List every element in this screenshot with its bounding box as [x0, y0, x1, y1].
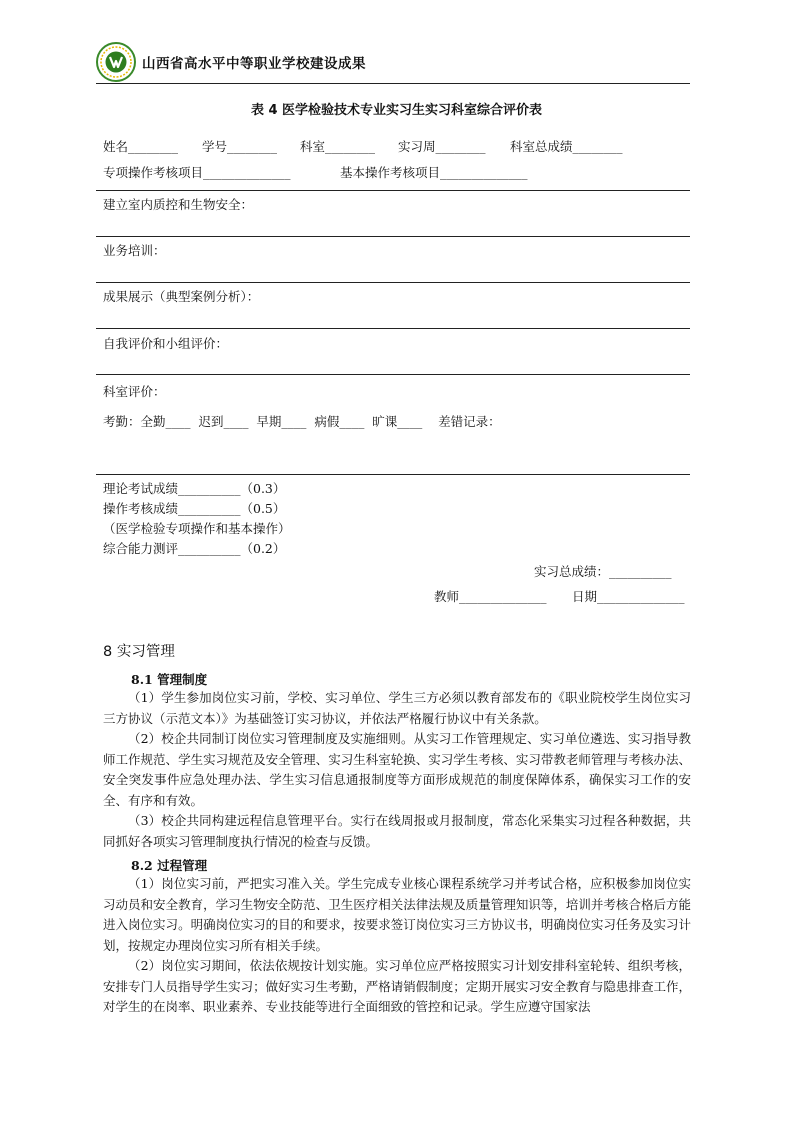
subsection-heading: 8.2 过程管理 [131, 858, 208, 873]
table-rule [96, 474, 690, 475]
field-week: 实习周________ [398, 139, 486, 154]
field-student-id: 学号________ [202, 139, 278, 154]
table-rule [96, 374, 690, 375]
section-heading: 8 实习管理 [103, 644, 175, 660]
table-rule [96, 328, 690, 329]
paragraph: （2）校企共同制订岗位实习管理制度及实施细则。从实习工作管理规定、实习单位遴选、实习指导教师工作规范、学生实习规范及安全管理、实习生科室轮换、实习学生考核、实习带教老师管理与考核办法、安全突发事件应急处理办法、学生实习信息通报制度等方面形成规范的制度保障体系，确保实习工作的安全、有序和有效。 [103, 731, 691, 808]
sign-teacher: 教师______________ [434, 589, 547, 604]
paragraph: （3）校企共同构建远程信息管理平台。实行在线周报或月报制度，常态化采集实习过程各种数据，共同抓好各项实习管理制度执行情况的检查与反馈。 [103, 813, 691, 849]
sign-date: 日期______________ [572, 589, 685, 604]
score-theory: 理论考试成绩__________（0.3） [103, 481, 286, 496]
attendance-line: 考勤：全勤____ 迟到____ 早期____ 病假____ 旷课____ 差错记录： [103, 414, 501, 429]
label-dept-eval: 科室评价： [103, 384, 166, 399]
table-rule [96, 190, 690, 191]
page-header [96, 42, 690, 86]
subsection-heading: 8.1 管理制度 [131, 672, 208, 687]
header-title: 山西省高水平中等职业学校建设成果 [142, 56, 366, 72]
header-divider [96, 83, 690, 84]
score-practice-note: （医学检验专项操作和基本操作） [103, 521, 291, 536]
paragraph: （2）岗位实习期间，依法依规按计划实施。实习单位应严格按照实习计划安排科室轮转、组织考核，安排专门人员指导学生实习；做好实习生考勤，严格请销假制度；定期开展实习安全教育与隐患排查工作，对学生的在岗率、职业素养、专业技能等进行全面细致的管控和记录。学生应遵守国家法 [103, 958, 691, 1014]
field-name: 姓名________ [103, 139, 179, 154]
field-special-op: 专项操作考核项目______________ [103, 165, 291, 180]
score-practice: 操作考核成绩__________（0.5） [103, 501, 286, 516]
paragraph: （1）岗位实习前，严把实习准入关。学生完成专业核心课程系统学习并考试合格，应积极参加岗位实习动员和安全教育，学习生物安全防范、卫生医疗相关法律法规及质量管理知识等，培训并考核合格后方能进入岗位实习。明确岗位实习的目的和要求，按要求签订岗位实习三方协议书，明确岗位实习任务及实习计划，按规定办理岗位实习所有相关手续。 [103, 876, 691, 953]
label-results: 成果展示（典型案例分析）： [103, 289, 260, 304]
field-basic-op: 基本操作考核项目______________ [340, 165, 528, 180]
label-quality-control: 建立室内质控和生物安全： [103, 197, 254, 212]
score-total: 实习总成绩：__________ [534, 564, 672, 579]
table-title: 表 4 医学检验技术专业实习生实习科室综合评价表 [250, 103, 543, 118]
table-rule [96, 282, 690, 283]
score-ability: 综合能力测评__________（0.2） [103, 541, 286, 556]
paragraph: （1）学生参加岗位实习前，学校、实习单位、学生三方必须以教育部发布的《职业院校学生岗位实习三方协议（示范文本）》为基础签订实习协议，并依法严格履行协议中有关条款。 [103, 690, 691, 726]
table-rule [96, 236, 690, 237]
school-logo-icon [96, 42, 136, 82]
label-training: 业务培训： [103, 243, 166, 258]
label-self-eval: 自我评价和小组评价： [103, 336, 229, 351]
field-department: 科室________ [300, 139, 376, 154]
field-dept-total: 科室总成绩________ [510, 139, 623, 154]
